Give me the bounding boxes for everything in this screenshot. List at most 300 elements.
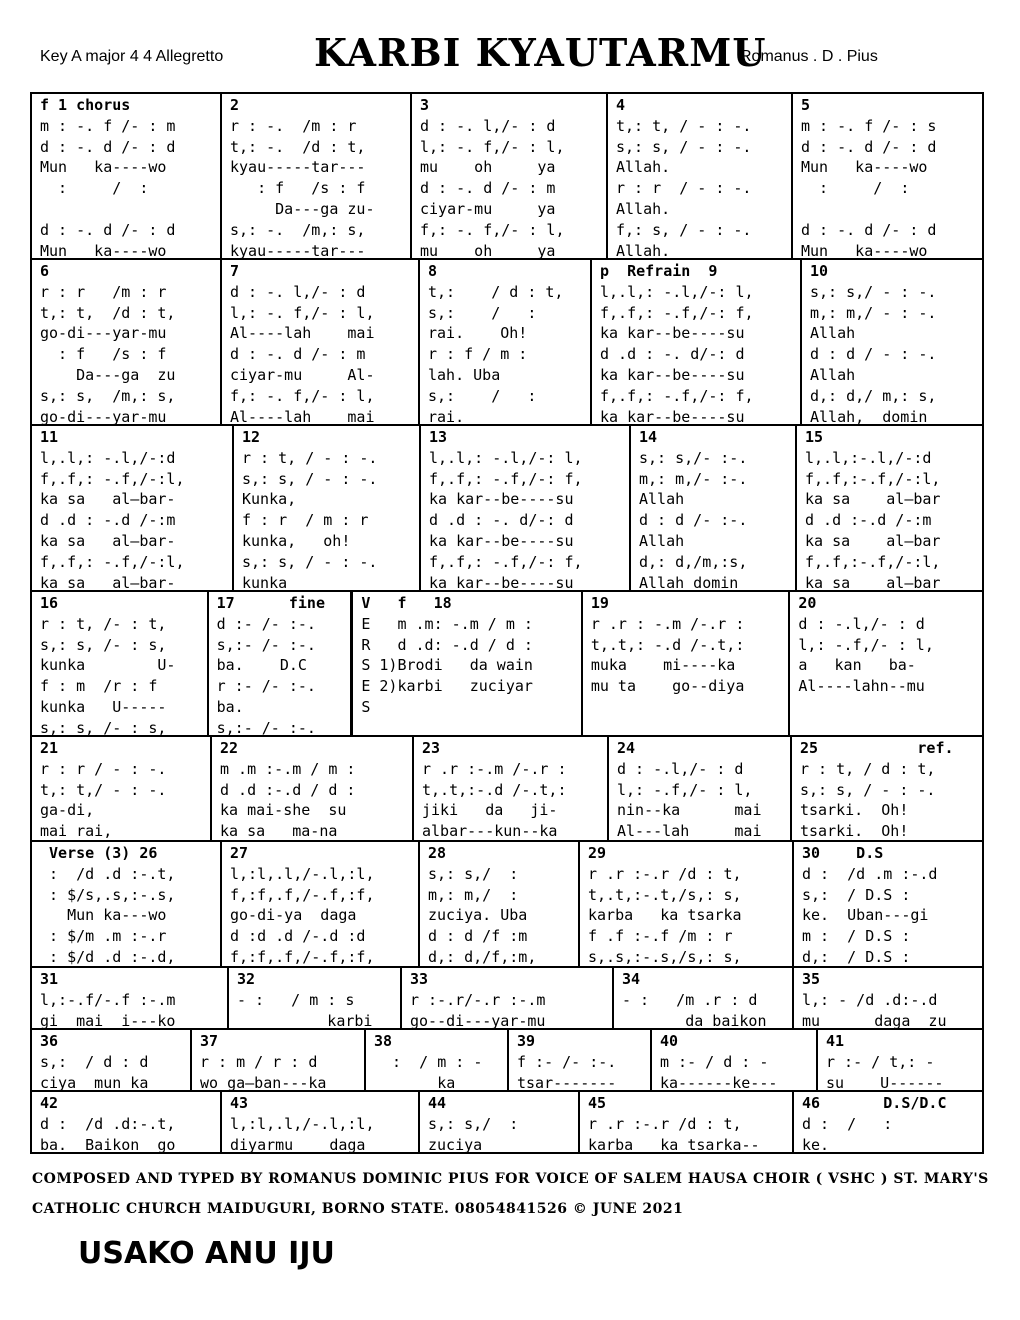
notation-line: S: [361, 697, 371, 716]
notation-line: kyau-----tar---: [230, 158, 366, 177]
notation-line: d,: d,/m,:s,: [639, 552, 748, 571]
measure-number: 8: [428, 262, 438, 280]
measure-number: 23: [422, 739, 441, 757]
notation-line: Allah, domin: [810, 407, 928, 424]
notation-line: Al---lah mai: [617, 822, 762, 840]
measure-cell: [32, 426, 234, 590]
notation-line: ka kar--be----su: [600, 365, 745, 384]
measure-cell: [608, 94, 793, 258]
notation-line: l,.l,: -.l,/-: l,: [429, 448, 583, 467]
measure-number: 36: [40, 1032, 59, 1050]
notation-line: Allah: [639, 490, 685, 509]
measure-number: 6: [40, 262, 50, 280]
notation-line: zuciya. Uba: [428, 906, 528, 925]
score-row: [32, 592, 982, 737]
notation-line: s,: s, /- : s,: [40, 718, 167, 735]
notation-line: - : /m .r : d: [622, 990, 758, 1009]
notation-line: kunka U-: [40, 656, 176, 675]
measure-number: 11: [40, 428, 59, 446]
notation-line: d :- /- :-.: [216, 614, 316, 633]
notation-line: mu oh ya: [420, 241, 556, 258]
notation-line: d : -. d /- : m: [230, 345, 366, 364]
measure-cell: [366, 1030, 509, 1090]
notation-line: t,: t, / - : -.: [616, 116, 752, 135]
measure-number: 33: [410, 970, 429, 988]
notation-line: kunka U-----: [40, 697, 167, 716]
notation-line: rai. Oh!: [428, 324, 528, 343]
measure-cell: [192, 1030, 366, 1090]
notation-line: r : t, / - : -.: [242, 448, 378, 467]
notation-line: ba. Baikon go: [40, 1135, 176, 1152]
notation-line: ba.: [216, 697, 244, 716]
measure-cell: [580, 842, 794, 966]
measure-cell: [32, 842, 222, 966]
notation-line: d : -. d /- : d: [801, 137, 937, 156]
measure-number: 45: [588, 1094, 607, 1112]
notation-line: da baikon: [622, 1011, 767, 1028]
measure-cell: [802, 260, 982, 424]
notation-line: m .m :-.m / m :: [220, 759, 356, 778]
notation-line: f,.f,:-.f,/-:l,: [805, 469, 941, 488]
notation-line: Mun ka----wo: [801, 241, 928, 258]
measure-cell: [421, 426, 631, 590]
notation-line: ke. Uban---gi: [802, 906, 929, 925]
measure-number: 35: [802, 970, 821, 988]
notation-line: ka sa ma-na: [220, 822, 338, 840]
notation-line: Allah.: [616, 199, 671, 218]
notation-line: Mun ka----wo: [801, 158, 928, 177]
notation-line: nin--ka mai: [617, 801, 762, 820]
notation-line: karbi: [237, 1011, 373, 1028]
notation-line: Allah: [810, 365, 856, 384]
measure-cell: [790, 592, 982, 735]
notation-line: d : -. d /- : m: [420, 179, 556, 198]
notation-line: l,: -.f,/- : l,: [798, 635, 934, 654]
notation-line: : / :: [40, 179, 149, 198]
measure-cell: [32, 592, 209, 735]
notation-line: : $/s,.s,:-.s,: [40, 885, 176, 904]
measure-cell: [222, 1092, 420, 1152]
notation-line: s,: s, / - : -.: [800, 780, 936, 799]
notation-line: karba ka tsarka--: [588, 1135, 760, 1152]
notation-line: d : / :: [802, 1114, 893, 1133]
measure-number: 4: [616, 96, 626, 114]
notation-line: d : -. d /- : d: [801, 220, 937, 239]
notation-line: gi mai i---ko: [40, 1011, 176, 1028]
notation-line: ka kar--be----su: [600, 407, 745, 424]
notation-line: ka sa al—bar: [805, 531, 941, 550]
notation-line: Da---ga zu: [40, 365, 176, 384]
measure-cell: [614, 968, 794, 1028]
measure-number: 30 D.S: [802, 844, 884, 862]
notation-line: s,: -. /m,: s,: [230, 220, 366, 239]
composer-name: Romanus . D . Pius: [740, 48, 878, 65]
song-title: KARBI KYAUTARMU: [314, 30, 767, 75]
measure-cell: [652, 1030, 818, 1090]
notation-line: m : / D.S :: [802, 927, 911, 946]
notation-line: rai.: [428, 407, 465, 424]
measure-number: p Refrain 9: [600, 262, 718, 280]
measure-cell: [32, 260, 222, 424]
notation-line: a kan ba-: [798, 656, 916, 675]
notation-line: ke.: [802, 1135, 830, 1152]
measure-cell: [792, 737, 982, 840]
notation-line: f,: -. f,/- : l,: [230, 386, 375, 405]
measure-cell: [32, 1092, 222, 1152]
composer-credit: [32, 1164, 992, 1224]
notation-line: s,: s,/ :: [428, 864, 519, 883]
notation-line: d .d : -. d/-: d: [429, 511, 574, 530]
notation-line: d : /d .d:-.t,: [40, 1114, 176, 1133]
notation-line: : / :: [801, 179, 910, 198]
notation-line: s,: s, / - : -.: [616, 137, 752, 156]
notation-line: f,.f,: -.f,/-: f,: [429, 469, 583, 488]
measure-cell: [794, 1092, 982, 1152]
measure-number: 16: [40, 594, 59, 612]
notation-line: tsarki. Oh!: [800, 801, 909, 820]
measure-cell: [234, 426, 421, 590]
notation-line: r : r / - : -.: [40, 759, 167, 778]
notation-line: ka kar--be----su: [600, 324, 745, 343]
notation-line: ciyar-mu ya: [420, 199, 556, 218]
notation-line: : / m : -: [374, 1052, 483, 1071]
notation-line: : f /s : f: [230, 179, 366, 198]
notation-line: f,.f,:-.f,/-:l,: [805, 552, 941, 571]
notation-line: Mun ka----wo: [40, 158, 167, 177]
notation-line: d : d / - : -.: [810, 345, 937, 364]
notation-line: m : -. f /- : s: [801, 116, 937, 135]
notation-line: go--di---yar-mu: [410, 1011, 546, 1028]
notation-line: t,: t,/ - : -.: [40, 780, 167, 799]
measure-number: 29: [588, 844, 607, 862]
measure-cell: [229, 968, 402, 1028]
notation-line: s,: / d : d: [40, 1052, 149, 1071]
notation-line: r : t, /- : t,: [40, 614, 167, 633]
notation-line: ba. D.C: [216, 656, 307, 675]
notation-line: ka kar--be----su: [429, 573, 574, 590]
notation-line: [40, 199, 213, 220]
notation-line: - : / m : s: [237, 990, 355, 1009]
notation-line: E 2)karbi zuciyar: [361, 677, 533, 696]
measure-number: 27: [230, 844, 249, 862]
notation-line: f : m /r : f: [40, 677, 158, 696]
notation-line: mu oh ya: [420, 158, 556, 177]
notation-line: d : /d .m :-.d: [802, 864, 938, 883]
notation-line: r : m / r : d: [200, 1052, 318, 1071]
notation-line: d : d /f :m: [428, 927, 528, 946]
notation-line: Da---ga zu-: [230, 199, 375, 218]
notation-line: d .d : -. d/-: d: [600, 345, 745, 364]
measure-number: 17 fine: [216, 594, 325, 612]
notation-line: ka mai-she su: [220, 801, 347, 820]
notation-line: S 1)Brodi da wain: [361, 656, 533, 675]
notation-line: s,: s, / - : -.: [242, 469, 378, 488]
measure-cell: [818, 1030, 982, 1090]
notation-line: d,: d,/ m,: s,: [810, 386, 937, 405]
measure-cell: [32, 968, 229, 1028]
notation-line: d .d :-.d /-:m: [805, 511, 932, 530]
measure-number: 10: [810, 262, 829, 280]
notation-line: ciyar-mu Al-: [230, 365, 375, 384]
measure-number: 44: [428, 1094, 447, 1112]
measure-number: 19: [590, 594, 609, 612]
measure-cell: [222, 260, 420, 424]
notation-line: ka: [374, 1073, 456, 1090]
measure-cell: [209, 592, 354, 735]
measure-number: 3: [420, 96, 430, 114]
measure-number: 7: [230, 262, 240, 280]
notation-line: f,: s, / - : -.: [616, 220, 752, 239]
notation-line: r :-.r/-.r :-.m: [410, 990, 546, 1009]
notation-line: s,: / :: [428, 303, 537, 322]
notation-line: ka------ke---: [660, 1073, 778, 1090]
measure-cell: [583, 592, 791, 735]
notation-line: d .d : -.d /-:m: [40, 511, 176, 530]
notation-line: f,.f,: -.f,/-: f,: [429, 552, 583, 571]
measure-number: 43: [230, 1094, 249, 1112]
credit-line-2: CATHOLIC CHURCH MAIDUGURI, BORNO STATE. 08054841526 © JUNE 2021: [32, 1201, 684, 1217]
notation-line: d : -. d /- : d: [40, 220, 176, 239]
notation-line: r : r / - : -.: [616, 179, 752, 198]
measure-number: 14: [639, 428, 658, 446]
notation-line: ka sa al—bar-: [40, 573, 176, 590]
notation-line: diyarmu daga: [230, 1135, 366, 1152]
notation-line: : f /s : f: [40, 345, 167, 364]
notation-line: l,:l,.l,/-.l,:l,: [230, 864, 375, 883]
score-grid: [30, 92, 984, 1154]
notation-line: t,.t,:-.d /-.t,:: [422, 780, 567, 799]
notation-line: lah. Uba: [428, 365, 501, 384]
notation-line: t,: t, /d : t,: [40, 303, 176, 322]
notation-line: Kunka,: [242, 490, 297, 509]
score-row: [32, 426, 982, 592]
notation-line: s,:- /- :-.: [216, 635, 316, 654]
measure-number: 28: [428, 844, 447, 862]
notation-line: d :d .d /-.d :d: [230, 927, 366, 946]
score-row: [32, 968, 982, 1030]
notation-line: zuciya: [428, 1135, 483, 1152]
measure-cell: [353, 592, 583, 735]
notation-line: d : d /- :-.: [639, 511, 748, 530]
notation-line: t,.t,:-.t,/s,: s,: [588, 885, 742, 904]
notation-line: r :- / t,: -: [826, 1052, 935, 1071]
notation-line: d : -. d /- : d: [40, 137, 176, 156]
notation-line: s,: / :: [428, 386, 537, 405]
key-tempo-label: Key A major 4 4 Allegretto: [40, 48, 224, 65]
notation-line: l,.l,:-.l,/-:d: [805, 448, 932, 467]
notation-line: l,: - /d .d:-.d: [802, 990, 938, 1009]
notation-line: E m .m: -.m / m :: [361, 614, 533, 633]
notation-line: d : -.l,/- : d: [617, 759, 744, 778]
measure-number: 46 D.S/D.C: [802, 1094, 947, 1112]
notation-line: l,:l,.l,/-.l,:l,: [230, 1114, 375, 1133]
notation-line: l,: -. f,/- : l,: [230, 303, 375, 322]
notation-line: go-di-ya daga: [230, 906, 357, 925]
measure-number: 31: [40, 970, 59, 988]
notation-line: s,:- /- :-.: [216, 718, 316, 735]
notation-line: s,: s, /- : s,: [40, 635, 167, 654]
notation-line: muka mi----ka: [590, 656, 736, 675]
measure-cell: [631, 426, 797, 590]
notation-line: ciya mun ka: [40, 1073, 149, 1090]
measure-cell: [402, 968, 614, 1028]
measure-number: 24: [617, 739, 636, 757]
notation-line: f,.f,: -.f,/-:l,: [40, 469, 185, 488]
notation-line: wo ga—ban---ka: [200, 1073, 327, 1090]
notation-line: Allah: [639, 531, 685, 550]
notation-line: t,.t,: -.d /-.t,:: [590, 635, 745, 654]
notation-line: l,: -. f,/- : l,: [420, 137, 565, 156]
notation-line: Allah.: [616, 158, 671, 177]
notation-line: s,: s,/- :-.: [639, 448, 748, 467]
measure-number: f 1 chorus: [40, 96, 131, 114]
notation-line: : /d .d :-.t,: [40, 864, 176, 883]
notation-line: kunka, oh!: [242, 531, 351, 550]
score-row: [32, 1030, 982, 1092]
measure-cell: [794, 842, 982, 966]
score-row: [32, 737, 982, 842]
notation-line: m,: m,/ :: [428, 885, 519, 904]
notation-line: s,: / D.S :: [802, 885, 911, 904]
notation-line: : $/m .m :-.r: [40, 927, 167, 946]
measure-cell: [420, 1092, 580, 1152]
notation-line: s,: s, /m,: s,: [40, 386, 176, 405]
notation-line: l,.l,: -.l,/-:d: [40, 448, 176, 467]
measure-cell: [32, 737, 212, 840]
measure-number: 5: [801, 96, 811, 114]
score-row: [32, 94, 982, 260]
notation-line: l,: -.f,/- : l,: [617, 780, 753, 799]
measure-cell: [420, 260, 592, 424]
notation-line: Al----lah mai: [230, 407, 375, 424]
notation-line: f,: -. f,/- : l,: [420, 220, 565, 239]
notation-line: Mun ka----wo: [40, 241, 167, 258]
notation-line: r : r /m : r: [40, 282, 167, 301]
notation-line: ka sa al—bar: [805, 490, 941, 509]
measure-number: 12: [242, 428, 261, 446]
measure-cell: [609, 737, 792, 840]
measure-number: 40: [660, 1032, 679, 1050]
notation-line: t,: / d : t,: [428, 282, 564, 301]
measure-cell: [32, 94, 222, 258]
score-row: [32, 260, 982, 426]
measure-cell: [414, 737, 609, 840]
measure-number: 20: [798, 594, 817, 612]
notation-line: r .r : -.m /-.r :: [590, 614, 745, 633]
score-row: [32, 842, 982, 968]
notation-line: f .f :-.f /m : r: [588, 927, 733, 946]
notation-line: ka kar--be----su: [429, 531, 574, 550]
notation-line: tsar-------: [517, 1073, 617, 1090]
notation-line: d,: d,/f,:m,: [428, 947, 537, 966]
notation-line: ka sa al—bar: [805, 573, 941, 590]
notation-line: albar---kun--ka: [422, 822, 558, 840]
notation-line: ka kar--be----su: [429, 490, 574, 509]
notation-line: f,.f,: -.f,/-: f,: [600, 303, 754, 322]
credit-line-1: COMPOSED AND TYPED BY ROMANUS DOMINIC PIUS FOR VOICE OF SALEM HAUSA CHOIR ( VSHC ) ST. MARY'S: [32, 1171, 989, 1187]
notation-line: r .r :-.r /d : t,: [588, 864, 742, 883]
notation-line: s,: s, / - : -.: [242, 552, 378, 571]
notation-line: d,: / D.S :: [802, 947, 911, 966]
notation-line: r : t, / d : t,: [800, 759, 936, 778]
notation-line: r .r :-.r /d : t,: [588, 1114, 742, 1133]
measure-cell: [32, 1030, 192, 1090]
notation-line: Allah.: [616, 241, 671, 258]
notation-line: t,: -. /d : t,: [230, 137, 366, 156]
score-row: [32, 1092, 982, 1154]
notation-line: s,.s,:-.s,/s,: s,: [588, 947, 742, 966]
notation-line: m,: m,/- :-.: [639, 469, 748, 488]
measure-number: V f 18: [361, 594, 452, 612]
notation-line: su U------: [826, 1073, 944, 1090]
notation-line: mai rai,: [40, 822, 113, 840]
notation-line: mu daga zu: [802, 1011, 947, 1028]
notation-line: f,:f,.f,/-.f,:f,: [230, 885, 375, 904]
measure-cell: [412, 94, 608, 258]
notation-line: Allah domin: [639, 573, 739, 590]
notation-line: l,.l,: -.l,/-: l,: [600, 282, 754, 301]
notation-line: f :- /- :-.: [517, 1052, 617, 1071]
measure-cell: [222, 94, 412, 258]
notation-line: f,.f,: -.f,/-: f,: [600, 386, 754, 405]
measure-cell: [580, 1092, 794, 1152]
measure-number: 15: [805, 428, 824, 446]
notation-line: kunka: [242, 573, 288, 590]
notation-line: r : f / m :: [428, 345, 528, 364]
notation-line: m :- / d : -: [660, 1052, 769, 1071]
notation-line: d : -. l,/- : d: [420, 116, 556, 135]
measure-number: 32: [237, 970, 256, 988]
notation-line: d : -. l,/- : d: [230, 282, 366, 301]
notation-line: s,: s,/ - : -.: [810, 282, 937, 301]
measure-cell: [222, 842, 420, 966]
notation-line: Al----lahn--mu: [798, 677, 925, 696]
measure-number: 38: [374, 1032, 393, 1050]
notation-line: r :- /- :-.: [216, 677, 316, 696]
measure-cell: [509, 1030, 652, 1090]
notation-line: f : r / m : r: [242, 511, 369, 530]
measure-number: 42: [40, 1094, 59, 1112]
notation-line: f,.f,: -.f,/-:l,: [40, 552, 185, 571]
bottom-title: USAKO ANU IJU: [78, 1236, 335, 1271]
measure-number: 2: [230, 96, 240, 114]
measure-cell: [797, 426, 982, 590]
measure-number: 39: [517, 1032, 536, 1050]
measure-cell: [794, 968, 982, 1028]
notation-line: ga-di,: [40, 801, 95, 820]
measure-cell: [793, 94, 982, 258]
measure-number: 21: [40, 739, 59, 757]
measure-cell: [592, 260, 802, 424]
notation-line: kyau-----tar---: [230, 241, 366, 258]
measure-number: 37: [200, 1032, 219, 1050]
notation-line: d : -.l,/- : d: [798, 614, 925, 633]
notation-line: ka sa al—bar-: [40, 490, 176, 509]
notation-line: r : -. /m : r: [230, 116, 357, 135]
notation-line: mu ta go--diya: [590, 677, 745, 696]
measure-number: 34: [622, 970, 641, 988]
measure-number: 13: [429, 428, 448, 446]
notation-line: Mun ka---wo: [40, 906, 167, 925]
measure-number: 25 ref.: [800, 739, 954, 757]
notation-line: l,:-.f/-.f :-.m: [40, 990, 176, 1009]
notation-line: go-di---yar-mu: [40, 407, 167, 424]
notation-line: tsarki. Oh!: [800, 822, 909, 840]
notation-line: m,: m,/ - : -.: [810, 303, 937, 322]
notation-line: d .d :-.d / d :: [220, 780, 356, 799]
notation-line: ka sa al—bar-: [40, 531, 176, 550]
measure-number: 41: [826, 1032, 845, 1050]
